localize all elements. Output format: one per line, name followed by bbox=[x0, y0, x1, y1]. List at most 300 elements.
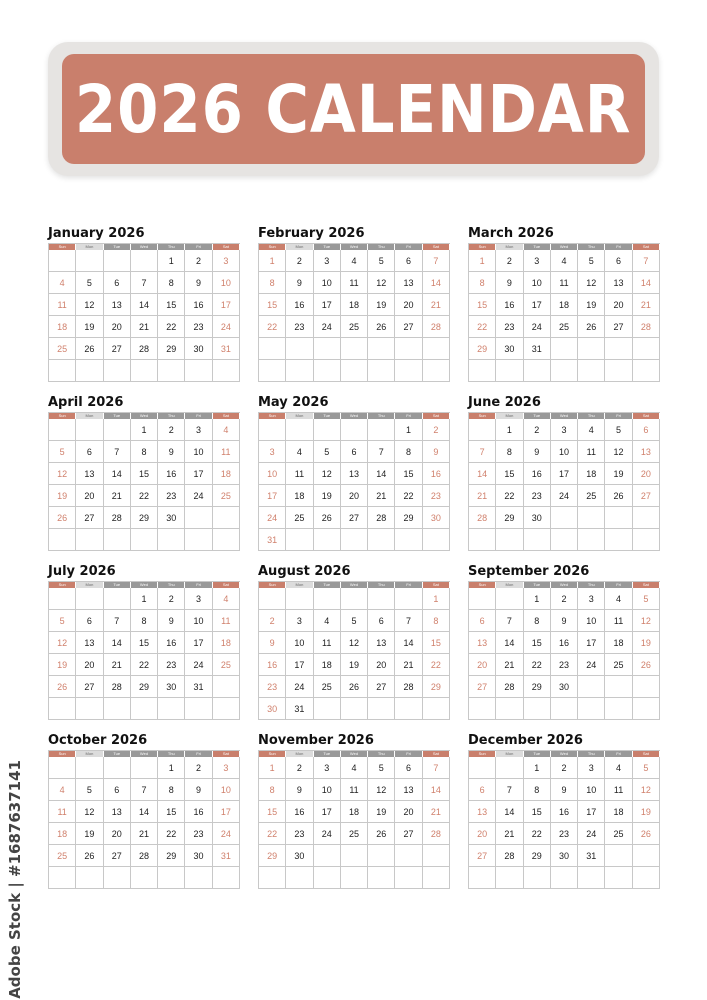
empty-day-cell bbox=[605, 698, 632, 720]
day-cell: 10 bbox=[314, 272, 341, 294]
day-cell: 27 bbox=[104, 338, 131, 360]
empty-day-cell bbox=[423, 867, 450, 889]
title-banner bbox=[48, 42, 659, 176]
empty-day-cell bbox=[49, 588, 76, 610]
day-cell: 16 bbox=[185, 801, 212, 823]
day-cell: 17 bbox=[286, 654, 313, 676]
weekday-header: Thu bbox=[158, 413, 185, 419]
weekday-header: Fri bbox=[605, 751, 632, 757]
day-cell: 10 bbox=[185, 610, 212, 632]
empty-day-cell bbox=[131, 867, 158, 889]
day-cell: 29 bbox=[395, 507, 422, 529]
day-cell: 15 bbox=[395, 463, 422, 485]
day-cell: 18 bbox=[49, 823, 76, 845]
empty-day-cell bbox=[524, 360, 551, 382]
day-cell: 11 bbox=[213, 610, 240, 632]
empty-day-cell bbox=[395, 588, 422, 610]
day-cell: 12 bbox=[368, 272, 395, 294]
empty-day-cell bbox=[131, 529, 158, 551]
weekday-header: Fri bbox=[605, 413, 632, 419]
empty-day-cell bbox=[131, 698, 158, 720]
day-cell: 5 bbox=[368, 250, 395, 272]
day-cell: 26 bbox=[341, 676, 368, 698]
empty-day-cell bbox=[341, 588, 368, 610]
empty-day-cell bbox=[578, 507, 605, 529]
day-cell: 15 bbox=[259, 294, 286, 316]
day-cell: 4 bbox=[213, 588, 240, 610]
day-cell: 9 bbox=[551, 610, 578, 632]
month-title: June 2026 bbox=[468, 395, 541, 410]
weekday-header: Mon bbox=[286, 413, 313, 419]
day-cell: 13 bbox=[104, 294, 131, 316]
day-cell: 8 bbox=[158, 779, 185, 801]
weekday-header: Fri bbox=[185, 244, 212, 250]
day-cell: 13 bbox=[633, 441, 660, 463]
day-cell: 23 bbox=[158, 485, 185, 507]
weekday-header: Tue bbox=[524, 751, 551, 757]
day-cell: 15 bbox=[524, 801, 551, 823]
day-cell: 4 bbox=[286, 441, 313, 463]
month-title: December 2026 bbox=[468, 733, 583, 748]
day-cell: 19 bbox=[314, 485, 341, 507]
day-cell: 18 bbox=[286, 485, 313, 507]
empty-day-cell bbox=[314, 845, 341, 867]
day-cell: 23 bbox=[259, 676, 286, 698]
month-block bbox=[468, 226, 660, 382]
day-cell: 27 bbox=[395, 316, 422, 338]
day-cell: 20 bbox=[104, 823, 131, 845]
day-cell: 15 bbox=[524, 632, 551, 654]
day-cell: 22 bbox=[423, 654, 450, 676]
empty-day-cell bbox=[633, 867, 660, 889]
day-cell: 31 bbox=[524, 338, 551, 360]
day-cell: 3 bbox=[551, 419, 578, 441]
day-cell: 5 bbox=[633, 588, 660, 610]
day-cell: 13 bbox=[368, 632, 395, 654]
stock-watermark-text: Adobe Stock | #1687637141 bbox=[6, 760, 24, 999]
empty-day-cell bbox=[469, 529, 496, 551]
weekday-header: Mon bbox=[76, 413, 103, 419]
weekday-header: Sat bbox=[633, 751, 660, 757]
empty-day-cell bbox=[314, 338, 341, 360]
empty-day-cell bbox=[423, 845, 450, 867]
empty-day-cell bbox=[605, 676, 632, 698]
month-block bbox=[48, 733, 240, 889]
empty-day-cell bbox=[633, 529, 660, 551]
weekday-header: Tue bbox=[524, 413, 551, 419]
weekday-header: Thu bbox=[578, 582, 605, 588]
empty-day-cell bbox=[368, 845, 395, 867]
day-cell: 27 bbox=[469, 845, 496, 867]
day-cell: 21 bbox=[104, 654, 131, 676]
day-cell: 6 bbox=[104, 779, 131, 801]
empty-day-cell bbox=[76, 588, 103, 610]
day-cell: 5 bbox=[605, 419, 632, 441]
day-cell: 16 bbox=[259, 654, 286, 676]
empty-day-cell bbox=[551, 867, 578, 889]
day-cell: 4 bbox=[341, 757, 368, 779]
day-cell: 26 bbox=[314, 507, 341, 529]
day-cell: 20 bbox=[605, 294, 632, 316]
empty-day-cell bbox=[49, 419, 76, 441]
empty-day-cell bbox=[423, 698, 450, 720]
day-cell: 10 bbox=[578, 610, 605, 632]
empty-day-cell bbox=[158, 698, 185, 720]
day-cell: 30 bbox=[286, 845, 313, 867]
day-cell: 21 bbox=[131, 823, 158, 845]
day-cell: 26 bbox=[49, 507, 76, 529]
day-cell: 22 bbox=[158, 823, 185, 845]
empty-day-cell bbox=[368, 588, 395, 610]
day-cell: 19 bbox=[368, 801, 395, 823]
day-cell: 12 bbox=[633, 610, 660, 632]
day-cell: 30 bbox=[158, 676, 185, 698]
empty-day-cell bbox=[633, 845, 660, 867]
day-cell: 27 bbox=[633, 485, 660, 507]
day-cell: 29 bbox=[158, 338, 185, 360]
empty-day-cell bbox=[524, 698, 551, 720]
day-cell: 16 bbox=[551, 632, 578, 654]
empty-day-cell bbox=[76, 360, 103, 382]
empty-day-cell bbox=[49, 250, 76, 272]
weekday-header: Fri bbox=[395, 582, 422, 588]
day-cell: 25 bbox=[213, 654, 240, 676]
day-cell: 23 bbox=[185, 316, 212, 338]
day-cell: 22 bbox=[158, 316, 185, 338]
day-cell: 26 bbox=[76, 338, 103, 360]
day-cell: 4 bbox=[213, 419, 240, 441]
day-cell: 24 bbox=[185, 654, 212, 676]
day-cell: 14 bbox=[633, 272, 660, 294]
month-day-grid bbox=[468, 750, 660, 889]
empty-day-cell bbox=[158, 360, 185, 382]
day-cell: 3 bbox=[578, 757, 605, 779]
day-cell: 19 bbox=[633, 801, 660, 823]
empty-day-cell bbox=[496, 588, 523, 610]
empty-day-cell bbox=[286, 338, 313, 360]
weekday-header: Thu bbox=[158, 582, 185, 588]
day-cell: 22 bbox=[259, 316, 286, 338]
empty-day-cell bbox=[76, 250, 103, 272]
day-cell: 28 bbox=[131, 338, 158, 360]
month-title: August 2026 bbox=[258, 564, 351, 579]
empty-day-cell bbox=[341, 338, 368, 360]
month-day-grid bbox=[258, 243, 450, 382]
weekday-header: Sun bbox=[49, 244, 76, 250]
day-cell: 2 bbox=[158, 588, 185, 610]
weekday-header: Wed bbox=[551, 582, 578, 588]
weekday-header: Tue bbox=[104, 582, 131, 588]
day-cell: 28 bbox=[633, 316, 660, 338]
day-cell: 10 bbox=[213, 779, 240, 801]
empty-day-cell bbox=[551, 338, 578, 360]
day-cell: 17 bbox=[551, 463, 578, 485]
empty-day-cell bbox=[551, 360, 578, 382]
day-cell: 15 bbox=[259, 801, 286, 823]
weekday-header: Tue bbox=[314, 582, 341, 588]
weekday-header: Mon bbox=[76, 582, 103, 588]
weekday-header: Wed bbox=[341, 244, 368, 250]
day-cell: 1 bbox=[158, 757, 185, 779]
month-block bbox=[258, 395, 450, 551]
day-cell: 22 bbox=[395, 485, 422, 507]
day-cell: 23 bbox=[185, 823, 212, 845]
weekday-header: Sat bbox=[633, 413, 660, 419]
day-cell: 17 bbox=[524, 294, 551, 316]
day-cell: 8 bbox=[131, 610, 158, 632]
day-cell: 15 bbox=[131, 632, 158, 654]
day-cell: 26 bbox=[76, 845, 103, 867]
day-cell: 30 bbox=[259, 698, 286, 720]
weekday-header: Thu bbox=[158, 751, 185, 757]
day-cell: 20 bbox=[104, 316, 131, 338]
day-cell: 1 bbox=[524, 757, 551, 779]
day-cell: 8 bbox=[395, 441, 422, 463]
day-cell: 3 bbox=[185, 419, 212, 441]
day-cell: 13 bbox=[605, 272, 632, 294]
day-cell: 14 bbox=[131, 801, 158, 823]
day-cell: 5 bbox=[314, 441, 341, 463]
day-cell: 5 bbox=[633, 757, 660, 779]
empty-day-cell bbox=[368, 698, 395, 720]
day-cell: 11 bbox=[286, 463, 313, 485]
day-cell: 30 bbox=[423, 507, 450, 529]
day-cell: 28 bbox=[469, 507, 496, 529]
weekday-header: Sun bbox=[469, 413, 496, 419]
empty-day-cell bbox=[213, 529, 240, 551]
day-cell: 9 bbox=[286, 272, 313, 294]
day-cell: 7 bbox=[131, 272, 158, 294]
day-cell: 9 bbox=[185, 272, 212, 294]
empty-day-cell bbox=[259, 588, 286, 610]
day-cell: 4 bbox=[341, 250, 368, 272]
day-cell: 9 bbox=[185, 779, 212, 801]
empty-day-cell bbox=[185, 698, 212, 720]
empty-day-cell bbox=[395, 845, 422, 867]
day-cell: 5 bbox=[368, 757, 395, 779]
weekday-header: Mon bbox=[496, 751, 523, 757]
weekday-header: Sun bbox=[49, 582, 76, 588]
day-cell: 21 bbox=[469, 485, 496, 507]
day-cell: 22 bbox=[259, 823, 286, 845]
day-cell: 8 bbox=[469, 272, 496, 294]
empty-day-cell bbox=[104, 698, 131, 720]
day-cell: 18 bbox=[49, 316, 76, 338]
day-cell: 11 bbox=[341, 779, 368, 801]
day-cell: 24 bbox=[259, 507, 286, 529]
day-cell: 19 bbox=[49, 654, 76, 676]
day-cell: 25 bbox=[49, 338, 76, 360]
empty-day-cell bbox=[185, 867, 212, 889]
empty-day-cell bbox=[314, 588, 341, 610]
day-cell: 20 bbox=[395, 294, 422, 316]
day-cell: 3 bbox=[185, 588, 212, 610]
month-day-grid bbox=[468, 581, 660, 720]
empty-day-cell bbox=[395, 338, 422, 360]
day-cell: 2 bbox=[259, 610, 286, 632]
weekday-header: Sat bbox=[633, 244, 660, 250]
empty-day-cell bbox=[76, 529, 103, 551]
weekday-header: Thu bbox=[578, 413, 605, 419]
day-cell: 6 bbox=[76, 610, 103, 632]
day-cell: 19 bbox=[633, 632, 660, 654]
weekday-header: Thu bbox=[158, 244, 185, 250]
day-cell: 30 bbox=[185, 845, 212, 867]
day-cell: 6 bbox=[395, 757, 422, 779]
day-cell: 21 bbox=[423, 801, 450, 823]
day-cell: 7 bbox=[633, 250, 660, 272]
empty-day-cell bbox=[469, 867, 496, 889]
weekday-header: Sun bbox=[259, 751, 286, 757]
day-cell: 31 bbox=[286, 698, 313, 720]
empty-day-cell bbox=[158, 529, 185, 551]
day-cell: 9 bbox=[286, 779, 313, 801]
day-cell: 12 bbox=[341, 632, 368, 654]
day-cell: 13 bbox=[469, 632, 496, 654]
day-cell: 23 bbox=[524, 485, 551, 507]
empty-day-cell bbox=[423, 360, 450, 382]
empty-day-cell bbox=[341, 698, 368, 720]
day-cell: 21 bbox=[395, 654, 422, 676]
day-cell: 18 bbox=[341, 801, 368, 823]
day-cell: 24 bbox=[578, 823, 605, 845]
weekday-header: Thu bbox=[368, 582, 395, 588]
day-cell: 1 bbox=[158, 250, 185, 272]
weekday-header: Sun bbox=[259, 244, 286, 250]
day-cell: 16 bbox=[158, 463, 185, 485]
weekday-header: Fri bbox=[605, 582, 632, 588]
empty-day-cell bbox=[213, 698, 240, 720]
day-cell: 14 bbox=[368, 463, 395, 485]
empty-day-cell bbox=[314, 698, 341, 720]
empty-day-cell bbox=[368, 867, 395, 889]
empty-day-cell bbox=[551, 698, 578, 720]
day-cell: 14 bbox=[496, 632, 523, 654]
month-day-grid bbox=[258, 750, 450, 889]
day-cell: 12 bbox=[605, 441, 632, 463]
day-cell: 10 bbox=[213, 272, 240, 294]
empty-day-cell bbox=[341, 419, 368, 441]
day-cell: 24 bbox=[314, 823, 341, 845]
day-cell: 22 bbox=[131, 654, 158, 676]
day-cell: 14 bbox=[131, 294, 158, 316]
day-cell: 19 bbox=[605, 463, 632, 485]
empty-day-cell bbox=[395, 698, 422, 720]
weekday-header: Wed bbox=[131, 582, 158, 588]
weekday-header: Fri bbox=[185, 413, 212, 419]
empty-day-cell bbox=[104, 419, 131, 441]
day-cell: 29 bbox=[469, 338, 496, 360]
day-cell: 15 bbox=[158, 294, 185, 316]
day-cell: 25 bbox=[286, 507, 313, 529]
day-cell: 23 bbox=[286, 823, 313, 845]
empty-day-cell bbox=[395, 867, 422, 889]
month-day-grid bbox=[468, 412, 660, 551]
day-cell: 21 bbox=[496, 823, 523, 845]
day-cell: 3 bbox=[314, 757, 341, 779]
day-cell: 5 bbox=[76, 272, 103, 294]
empty-day-cell bbox=[605, 338, 632, 360]
empty-day-cell bbox=[605, 507, 632, 529]
weekday-header: Wed bbox=[341, 582, 368, 588]
weekday-header: Tue bbox=[314, 413, 341, 419]
empty-day-cell bbox=[605, 867, 632, 889]
day-cell: 17 bbox=[213, 801, 240, 823]
weekday-header: Mon bbox=[496, 413, 523, 419]
empty-day-cell bbox=[213, 507, 240, 529]
day-cell: 23 bbox=[286, 316, 313, 338]
day-cell: 16 bbox=[423, 463, 450, 485]
empty-day-cell bbox=[578, 676, 605, 698]
day-cell: 18 bbox=[605, 632, 632, 654]
empty-day-cell bbox=[49, 757, 76, 779]
empty-day-cell bbox=[49, 529, 76, 551]
month-block bbox=[468, 733, 660, 889]
day-cell: 27 bbox=[104, 845, 131, 867]
day-cell: 28 bbox=[131, 845, 158, 867]
day-cell: 24 bbox=[551, 485, 578, 507]
day-cell: 28 bbox=[496, 845, 523, 867]
day-cell: 13 bbox=[341, 463, 368, 485]
weekday-header: Thu bbox=[368, 413, 395, 419]
month-day-grid bbox=[48, 750, 240, 889]
day-cell: 8 bbox=[423, 610, 450, 632]
day-cell: 11 bbox=[314, 632, 341, 654]
day-cell: 1 bbox=[259, 250, 286, 272]
weekday-header: Thu bbox=[368, 751, 395, 757]
day-cell: 23 bbox=[496, 316, 523, 338]
day-cell: 3 bbox=[578, 588, 605, 610]
empty-day-cell bbox=[578, 360, 605, 382]
day-cell: 18 bbox=[213, 463, 240, 485]
empty-day-cell bbox=[286, 419, 313, 441]
day-cell: 24 bbox=[185, 485, 212, 507]
day-cell: 28 bbox=[423, 316, 450, 338]
empty-day-cell bbox=[496, 529, 523, 551]
day-cell: 11 bbox=[551, 272, 578, 294]
day-cell: 16 bbox=[496, 294, 523, 316]
day-cell: 19 bbox=[49, 485, 76, 507]
day-cell: 13 bbox=[76, 632, 103, 654]
empty-day-cell bbox=[605, 845, 632, 867]
day-cell: 1 bbox=[496, 419, 523, 441]
weekday-header: Tue bbox=[524, 582, 551, 588]
empty-day-cell bbox=[469, 419, 496, 441]
day-cell: 23 bbox=[551, 654, 578, 676]
day-cell: 29 bbox=[131, 676, 158, 698]
weekday-header: Mon bbox=[496, 244, 523, 250]
empty-day-cell bbox=[395, 529, 422, 551]
day-cell: 17 bbox=[578, 801, 605, 823]
empty-day-cell bbox=[633, 676, 660, 698]
weekday-header: Tue bbox=[104, 751, 131, 757]
empty-day-cell bbox=[76, 867, 103, 889]
month-title: July 2026 bbox=[48, 564, 116, 579]
day-cell: 13 bbox=[104, 801, 131, 823]
month-block bbox=[48, 564, 240, 720]
empty-day-cell bbox=[341, 845, 368, 867]
day-cell: 31 bbox=[259, 529, 286, 551]
empty-day-cell bbox=[104, 360, 131, 382]
day-cell: 12 bbox=[76, 294, 103, 316]
title-banner-fill bbox=[62, 54, 645, 164]
day-cell: 6 bbox=[341, 441, 368, 463]
day-cell: 6 bbox=[368, 610, 395, 632]
empty-day-cell bbox=[633, 507, 660, 529]
day-cell: 6 bbox=[633, 419, 660, 441]
month-block bbox=[468, 395, 660, 551]
empty-day-cell bbox=[368, 529, 395, 551]
